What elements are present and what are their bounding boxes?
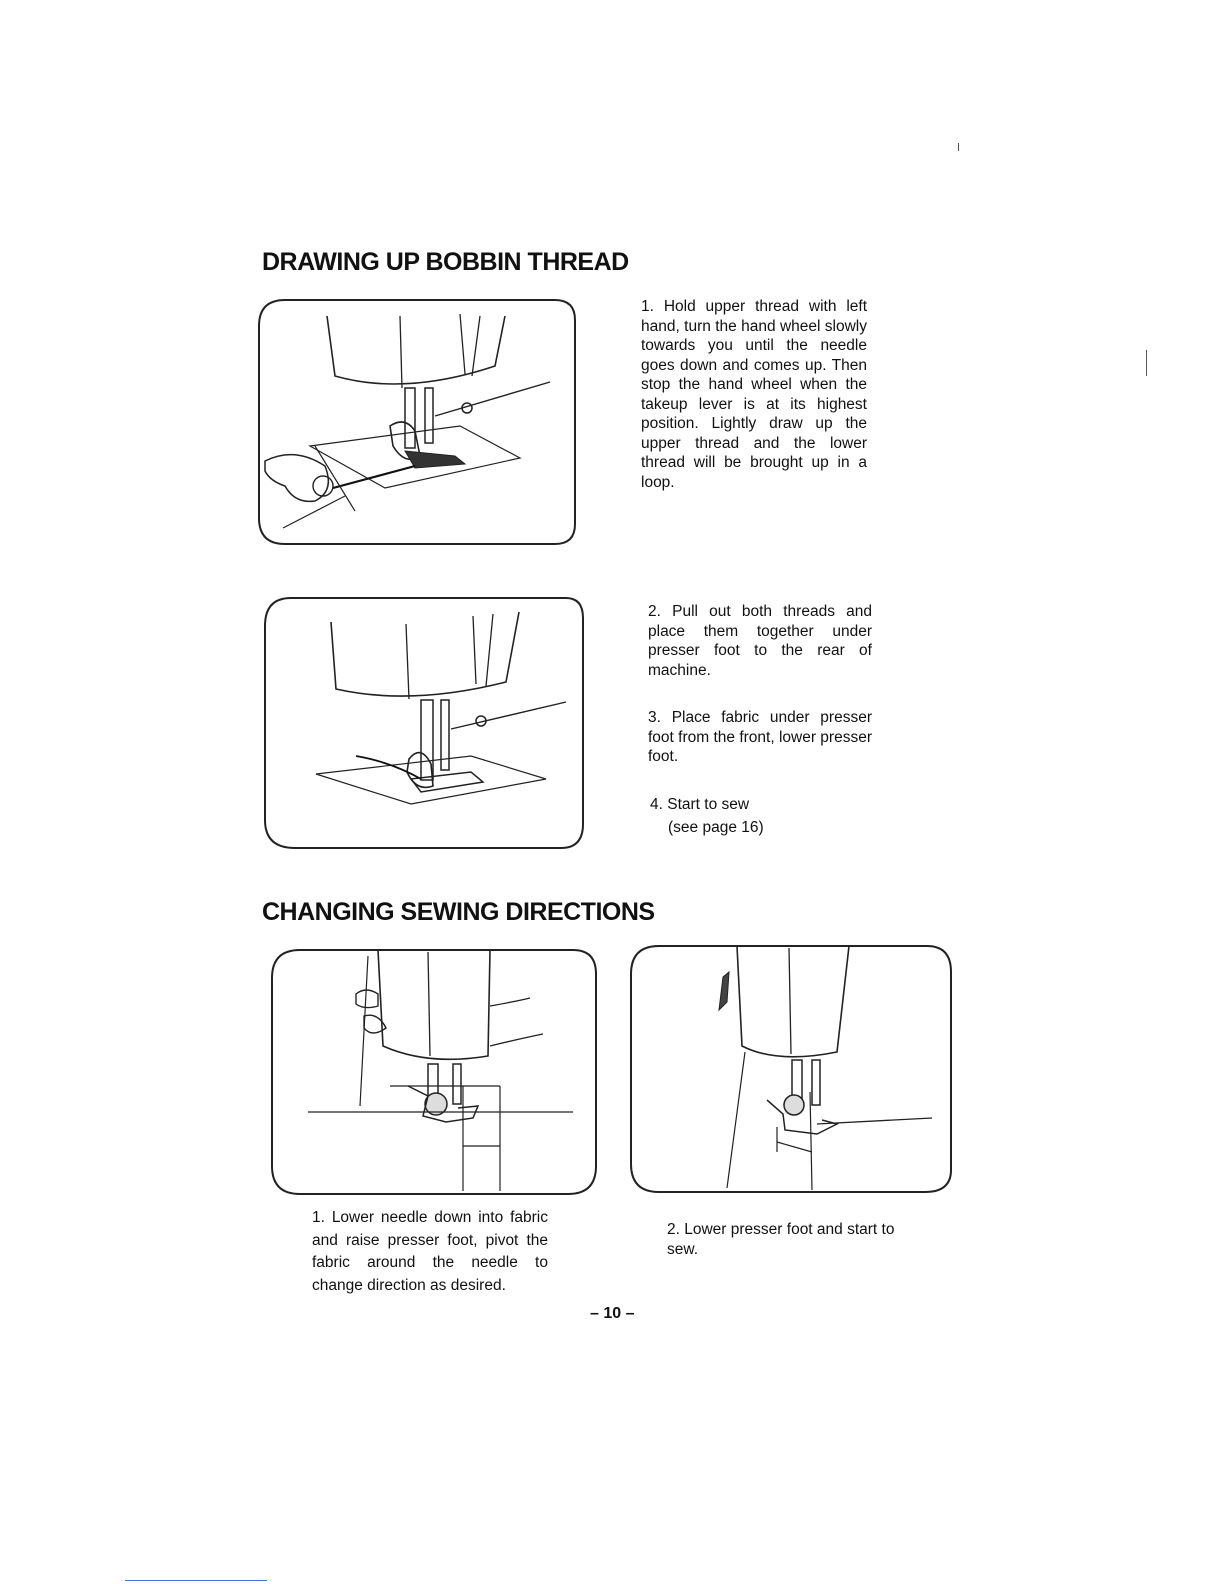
figure-directions-step-2: [627, 942, 955, 1196]
step-1: [641, 297, 867, 492]
figure-directions-step-1: [268, 946, 600, 1198]
caption-text: Lower presser foot and start to sew.: [667, 1221, 895, 1258]
pivot-fabric-illustration: [268, 946, 600, 1198]
caption-directions-step-2: [667, 1220, 903, 1260]
threads-under-presser-foot-illustration: [261, 594, 588, 852]
step-2: [648, 602, 872, 680]
step-number: 1.: [641, 298, 654, 315]
caption-text: Lower needle down into fabric and raise presser foot, pivot the fabric around the needle to change direction as desired.: [312, 1209, 548, 1294]
step-reference: (see page 16): [668, 818, 764, 836]
footer-rule: [125, 1580, 267, 1581]
figure-bobbin-step-2: [261, 594, 588, 852]
step-number: 3.: [648, 709, 661, 726]
step-text: Hold upper thread with left hand, turn the hand wheel slowly towards you until the needle goes down and comes up. Then stop the hand wheel when the takeup lever is at its highest position. Lightly draw up the upper thread and the lower thread will be brought up in a loop.: [641, 298, 867, 491]
step-4: [650, 795, 874, 837]
step-3: [648, 708, 872, 767]
caption-directions-step-1: [312, 1207, 548, 1297]
step-text: Place fabric under presser foot from the front, lower presser foot.: [648, 709, 872, 765]
scan-mark: [1146, 350, 1147, 376]
step-number: 4.: [650, 796, 663, 813]
heading-changing-sewing-directions: CHANGING SEWING DIRECTIONS: [262, 898, 655, 926]
hand-pulling-thread-illustration: [255, 296, 580, 548]
step-text: Start to sew: [667, 796, 750, 813]
scan-mark: [958, 143, 959, 151]
heading-drawing-up-bobbin-thread: DRAWING UP BOBBIN THREAD: [262, 248, 629, 276]
step-number: 2.: [648, 603, 661, 620]
caption-number: 1.: [312, 1209, 325, 1226]
figure-bobbin-step-1: [255, 296, 580, 548]
caption-number: 2.: [667, 1221, 680, 1238]
step-text: Pull out both threads and place them together under presser foot to the rear of machine.: [648, 603, 872, 679]
page-number: – 10 –: [590, 1305, 635, 1322]
lower-presser-foot-illustration: [627, 942, 955, 1196]
